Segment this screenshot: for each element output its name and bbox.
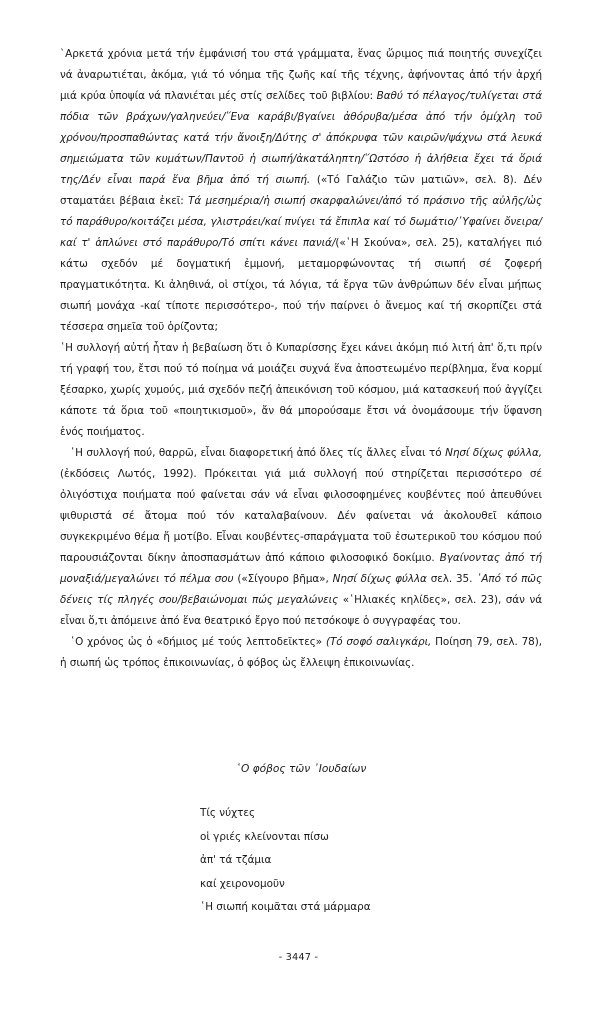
text-run: σελ. 35.: [426, 573, 477, 585]
italic-quote: Τά μεσημέρια/ἡ σιωπή σκαρφαλώνει/ἀπό τό πράσινο τῆς αὐλῆς/ὡς τό παράθυρο/κοιτάζει μέσα, γλιστράει/καί πνίγει τά ἔπιπλα καί τό δωμάτιο/῾Υφαίνει ὄνειρα/καί τ' ἁπλώνει στό παράθυρο/Τό σπίτι κάνει πανιά/: [60, 195, 542, 249]
page-body: [60, 44, 543, 913]
italic-quote: Βαθύ τό πέλαγος/τυλίγεται στά πόδια τῶν βράχων/γαληνεύει/῞Ενα καράβι/βγαίνει ἀθόρυβα/μέσα ἀπό τήν ὁμίχλη τοῦ χρόνου/προσπαθώντας κατά τήν ἄνοιξη/Δύτης σ' ἀπόκρυφα τῶν καιρῶν/ψάχνω στά λευκά σημειώματα τῶν κυμάτων/Παντοῦ ἡ σιωπή/ἀκατάληπτη/῞Ωστόσο ἡ ἀλήθεια ἔχει τά ὅριά της/Δέν εἶναι παρά ἕνα βῆμα ἀπό τή σιωπή.: [60, 90, 542, 186]
italic-quote: Νησί δίχως φύλλα,: [445, 447, 542, 459]
poem-line: ἀπ' τά τζάμια: [200, 854, 272, 866]
italic-quote: Νησί δίχως φύλλα: [332, 573, 427, 585]
text-run: ῾Ο χρόνος ὡς ὁ «δήμιος μέ τούς λεπτοδεῖκτες»: [70, 636, 326, 648]
article-text: [60, 44, 542, 674]
page-number: - 3447 -: [278, 952, 319, 963]
text-run: (ἐκδόσεις Λωτός, 1992). Πρόκειται γιά μιά συλλογή πού στηρίζεται περισσότερο σέ ὀλιγόστιχα ποιήματα πού φαίνεται σάν νά εἶναι φιλοσοφημένες κουβέντες πού ἀπευθύνει ψιθυριστά σέ ἄτομα πού τόν καταλαβαίνουν. Δέν φαίνεται νά ἀκολουθεῖ κάποιο συγκεκριμένο θέμα ἤ μοτίβο. Εἶναι κουβέντες-σπαράγματα τοῦ ἐσωτερικοῦ του κόσμου πού παρουσιάζονται δίκην ἀποσπασμάτων ἀπό κάποιο φιλοσοφικό δοκίμιο.: [60, 468, 542, 564]
poem-title: ῾Ο φόβος τῶν ᾿Ιουδαίων: [235, 763, 367, 775]
poem-line: καί χειρονομοῦν: [200, 877, 285, 890]
text-run: «῾Ηλιακές κηλίδες», σελ. 23), σάν νά εἶναι ὅ,τι ἀπόμεινε ἀπό ἕνα θεατρικό ἔργο πού πετσόκοψε ὁ συγγραφέας του.: [60, 594, 542, 627]
text-run: ῾Η συλλογή πού, θαρρῶ, εἶναι διαφορετική ἀπό ὅλες τίς ἄλλες εἶναι τό: [70, 447, 446, 459]
paragraph: [60, 632, 542, 674]
italic-quote: Βγαίνοντας ἀπό τή μοναξιά/μεγαλώνει τό πέλμα σου: [60, 552, 543, 585]
text-run: Ποίηση 79, σελ. 78), ἡ σιωπή ὡς τρόπος ἐπικοινωνίας, ὁ φόβος ὡς ἔλλειψη ἐπικοινωνίας.: [60, 636, 542, 669]
paragraph: [60, 443, 542, 632]
poem-line: Τίς νύχτες: [200, 807, 256, 819]
text-run: («Τό Γαλάζιο τῶν ματιῶν», σελ. 8). Δέν σταματάει βέβαια ἐκεῖ:: [60, 174, 542, 207]
paragraph: [60, 338, 542, 443]
poem-line: ῾Η σιωπή κοιμᾶται στά μάρμαρα: [200, 901, 371, 913]
text-run: ῾Η συλλογή αὐτή ἦταν ἡ βεβαίωση ὅτι ὁ Κυπαρίσσης ἔχει κάνει ἀκόμη πιό λιτή ἀπ' ὅ,τι πρίν τή γραφή του, ἔτσι πού τό ποίημα νά μοιάζει συχνά ἕνα ἀποστεωμένο περίβλημα, ἕνα κορμί ξέσαρκο, χωρίς χυμούς, μιά σχεδόν πεζή ἀπεικόνιση τοῦ κόσμου, μιά κατασκευή πού ἀγγίζει κάποτε τά ὅρια τοῦ «ποιητικισμοῦ», ἄν θά μπορούσαμε ἔτσι νά ὀνομάσουμε τήν ὕφανση ἑνός ποιήματος.: [60, 342, 542, 438]
poem: [200, 802, 371, 920]
text-run: («῾Η Σκούνα», σελ. 25), καταλήγει πιό κάτω σχεδόν μέ δογματική ἐμμονή, μεταμορφώνοντας τή σιωπή σέ ζοφερή πραγματικότητα. Κι ἀληθινά, οἱ στίχοι, τά λόγια, τά ἔργα τῶν ἀνθρώπων δέν εἶναι μήπως σιωπή μονάχα -καί τίποτε περισσότερο-, πού τήν παίρνει ὁ ἄνεμος καί τή σκορπίζει στά τέσσερα σημεῖα τοῦ ὁρίζοντα;: [60, 237, 542, 333]
italic-quote: ῾Από τό πῶς δένεις τίς πληγές σου/βεβαιώνομαι πώς μεγαλώνεις: [60, 573, 543, 606]
italic-quote: (Τό σοφό σαλιγκάρι,: [325, 636, 432, 648]
poem-line: οἱ γριές κλείνονται πίσω: [200, 830, 329, 843]
paragraph: [60, 44, 542, 338]
text-run: («Σίγουρο βῆμα»,: [233, 573, 333, 585]
text-run: `Αρκετά χρόνια μετά τήν ἐμφάνισή του στά γράμματα, ἕνας ὥριμος πιά ποιητής συνεχίζει νά ἀναρωτιέται, ἀκόμα, γιά τό νόημα τῆς ζωῆς καί τῆς τέχνης, ἀφήνοντας ἀπό τήν ἀρχή μιά κρύα ὑποψία νά πλανιέται μές στίς σελίδες τοῦ βιβλίου:: [60, 48, 542, 102]
